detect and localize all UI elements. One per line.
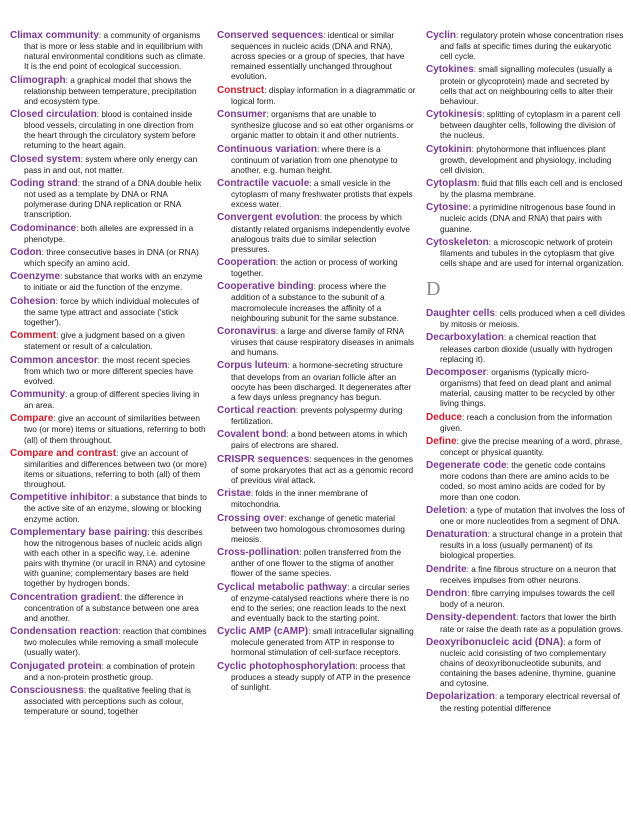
glossary-term: Conserved sequences (217, 30, 324, 41)
glossary-definition: blood is contained inside blood vessels, circulating in one direction from the heart through the circulatory system before returning to the heart again. (24, 109, 196, 151)
glossary-term: Cytokinin (426, 143, 472, 155)
glossary-entry: Concentration gradient: the difference in concentration of a substance between one area and another. (10, 591, 199, 623)
glossary-term: Crossing over (217, 512, 285, 524)
glossary-entry: Consciousness: the qualitative feeling that is associated with perceptions such as colour, temperature or sound, together (10, 684, 191, 717)
glossary-term: Cohesion (10, 295, 56, 307)
glossary-definition: the strand of a DNA double helix not used as a template by DNA or RNA polymerase during DNA replication or RNA transcription. (24, 177, 202, 220)
glossary-entry: Condensation reaction: reaction that combines two molecules while removing a small molecule (usually water). (10, 626, 207, 658)
glossary-entry: Closed system: system where only energy can pass in and out, not matter. (10, 153, 198, 175)
glossary-definition: a combination of protein and a non-protein prosthetic group. (24, 660, 195, 682)
glossary-term: Codon (10, 246, 42, 258)
glossary-definition: splitting of cytoplasm in a parent cell between daughter cells, following the division of the nucleus. (440, 109, 621, 141)
glossary-term: Community (10, 388, 65, 400)
glossary-entry: Cyclin: regulatory protein whose concentration rises and falls at specific times during the eukaryotic cell cycle. (426, 30, 624, 62)
glossary-definition: a large and diverse family of RNA viruses that cause respiratory diseases in animals and humans. (231, 325, 415, 358)
glossary-entry: Decarboxylation: a chemical reaction that releases carbon dioxide (usually with hydrogen replacing it). (426, 332, 613, 364)
glossary-definition: reaction that combines two molecules while removing a small molecule (usually water). (24, 626, 207, 658)
glossary-definition: both alleles are expressed in a phenotype. (24, 222, 194, 244)
glossary-term: Closed circulation (10, 109, 97, 121)
glossary-definition: cells produced when a cell divides by mitosis or meiosis. (440, 308, 625, 330)
glossary-term: Closed system (10, 153, 81, 165)
glossary-term: Cooperation (217, 257, 276, 268)
glossary-entry: Crossing over: exchange of genetic material between two homologous chromosomes during meiosis. (217, 512, 405, 544)
glossary-term: Cyclic photophosphorylation (217, 660, 356, 672)
glossary-term: Cytoplasm (426, 177, 478, 189)
glossary-entry: Daughter cells: cells produced when a cell divides by mitosis or meiosis. (426, 308, 625, 330)
glossary-term: Construct (217, 84, 265, 96)
glossary-entry: Define: give the precise meaning of a word, phrase, concept or physical quantity. (426, 435, 623, 457)
glossary-term: Cyclical metabolic pathway (217, 581, 348, 593)
glossary-term: Climograph (10, 74, 66, 86)
glossary-definition: the genetic code contains more codons than there are amino acids to be coded, so most amino acids are coded for by more than one codon. (440, 460, 610, 502)
glossary-term: Cyclin (426, 30, 457, 41)
glossary-entry: Conserved sequences: identical or similar sequences in nucleic acids (DNA and RNA), across species or a group of species, that have remained essentially unchanged throughout evolution. (217, 30, 405, 82)
glossary-entry: Degenerate code: the genetic code contains more codons than there are amino acids to be coded, so most amino acids are coded for by more than one codon. (426, 460, 610, 502)
glossary-definition: folds in the inner membrane of mitochondria. (231, 488, 368, 510)
glossary-definition: the most recent species from which two or more different species have evolved. (24, 354, 194, 386)
glossary-term: Cytosine (426, 202, 469, 214)
glossary-entry: Deletion: a type of mutation that involves the loss of one or more nucleotides from a segment of DNA. (426, 504, 625, 526)
glossary-term: Degenerate code (426, 460, 507, 472)
glossary-entry: Continuous variation: where there is a continuum of variation from one phenotype to another, e.g. human height. (217, 143, 398, 175)
glossary-entry: Coronavirus: a large and diverse family of RNA viruses that cause respiratory diseases in animals and humans. (217, 325, 415, 358)
glossary-entry: Cyclical metabolic pathway: a circular series of enzyme-catalysed reactions where there is no end to the series; one reaction leads to the next and eventually back to the starting point. (217, 581, 410, 623)
glossary-column-2 (217, 30, 416, 823)
glossary-definition: prevents polyspermy during fertilization. (231, 404, 403, 427)
glossary-definition: give an account of similarities and differences between two (or more) items or situations, referring to both (all) of them throughout. (24, 447, 207, 490)
glossary-entry: Contractile vacuole: a small vesicle in the cytoplasm of many freshwater protists that expels excess water. (217, 177, 413, 210)
glossary-term: Coenzyme (10, 271, 61, 283)
glossary-definition: small signalling molecules (usually a protein or glycoprotein) made and secreted by cells that act on neighbouring cells to alter their behaviour. (440, 64, 613, 106)
glossary-term: Cristae (217, 488, 251, 500)
glossary-definition: process that produces a steady supply of ATP in the presence of sunlight. (231, 660, 411, 692)
glossary-entry: Cytokinin: phytohormone that influences plant growth, development and physiology, including cell division. (426, 143, 612, 175)
glossary-entry: Cytosine: a pyrimidine nitrogenous base found in nucleic acids (DNA and RNA) that pairs with guanine. (426, 202, 616, 234)
glossary-definition: identical or similar sequences in nucleic acids (DNA and RNA), across species or a group of species, that have remained essentially unchanged throughout evolution. (231, 30, 405, 82)
glossary-definition: a community of organisms that is more or less stable and in equilibrium with natural environmental conditions such as climate. It is the end point of ecological succession. (24, 30, 206, 72)
glossary-entry: Coenzyme: substance that works with an enzyme to initiate or aid the function of the enzyme. (10, 271, 203, 293)
glossary-term: Consumer (217, 109, 267, 121)
glossary-term: Cyclic AMP (cAMP) (217, 626, 309, 638)
glossary-entry: Construct: display information in a diagrammatic or logical form. (217, 84, 416, 106)
glossary-entry: Cyclic photophosphorylation: process that produces a steady supply of ATP in the presence of sunlight. (217, 660, 411, 692)
glossary-definition: factors that lower the birth rate or raise the death rate as a population grows. (440, 612, 624, 634)
glossary-entry: Cohesion: force by which individual molecules of the same type attract and associate ('stick together'). (10, 295, 199, 327)
glossary-definition: three consecutive bases in DNA (or RNA) which specify an amino acid. (24, 246, 199, 268)
glossary-entry: Codominance: both alleles are expressed in a phenotype. (10, 222, 194, 244)
glossary-entry: Covalent bond: a bond between atoms in which pairs of electrons are shared. (217, 429, 408, 451)
glossary-term: Common ancestor (10, 354, 98, 366)
glossary-entry: Climograph: a graphical model that shows the relationship between temperature, precipitation and ecosystem type. (10, 74, 197, 106)
glossary-entry: Cytokinesis: splitting of cytoplasm in a parent cell between daughter cells, following the division of the nucleus. (426, 109, 621, 141)
glossary-entry: Compare: give an account of similarities between two (or more) items or situations, referring to both (all) of them throughout. (10, 413, 206, 445)
glossary-definition: a hormone-secreting structure that develops from an ovarian follicle after an oocyte has been discharged. It degenerates after a few days unless pregnancy has begun. (231, 360, 412, 402)
glossary-definition: a microscopic network of protein filaments and tubules in the cytoplasm that give cells shape and are used for internal organization. (440, 236, 624, 268)
glossary-definition: organisms that are unable to synthesize glucose and so eat other organisms or organic matter to obtain it and other nutrients. (231, 109, 414, 141)
glossary-definition: a bond between atoms in which pairs of electrons are shared. (231, 429, 408, 451)
glossary-entry: Decomposer: organisms (typically micro-organisms) that feed on dead plant and animal material, causing matter to be recycled by other living things. (426, 366, 615, 409)
glossary-definition: a substance that binds to the active site of an enzyme, slowing or blocking enzyme action. (24, 492, 207, 524)
glossary-entry: Dendron: fibre carrying impulses towards the cell body of a neuron. (426, 588, 615, 610)
glossary-entry: CRISPR sequences: sequences in the genomes of some prokaryotes that act as a genomic record of previous viral attack. (217, 453, 414, 485)
glossary-definition: small intracellular signalling molecule generated from ATP in response to hormonal stimulation of cell-surface receptors. (231, 626, 414, 658)
glossary-entry: Codon: three consecutive bases in DNA (or RNA) which specify an amino acid. (10, 246, 199, 268)
glossary-definition: the process by which distantly related organisms independently evolve analogous traits due to similar selection pressures. (231, 212, 410, 254)
glossary-definition: a circular series of enzyme-catalysed reactions where there is no end to the series; one reaction leads to the next and eventually back to the starting point. (231, 581, 410, 623)
glossary-definition: a small vesicle in the cytoplasm of many freshwater protists that expels excess water. (231, 177, 413, 210)
glossary-term: Daughter cells (426, 308, 495, 320)
glossary-definition: give an account of similarities between two (or more) items or situations, referring to both (all) of them throughout. (24, 413, 206, 445)
glossary-term: Climax community (10, 30, 99, 41)
glossary-entry: Corpus luteum: a hormone-secreting structure that develops from an ovarian follicle after an oocyte has been discharged. It degenerates after a few days unless pregnancy has begun. (217, 360, 412, 402)
glossary-entry: Comment: give a judgment based on a given statement or result of a calculation. (10, 330, 185, 352)
glossary-definition: organisms (typically micro-organisms) that feed on dead plant and animal material, causing matter to be recycled by other living things. (440, 366, 615, 409)
glossary-term: Cortical reaction (217, 404, 296, 416)
glossary-definition: sequences in the genomes of some prokaryotes that act as a genomic record of previous viral attack. (231, 453, 414, 485)
glossary-entry: Deduce: reach a conclusion from the information given. (426, 411, 613, 433)
glossary-column-3-bottom (426, 308, 625, 713)
glossary-term: Deletion (426, 504, 466, 516)
glossary-definition: the difference in concentration of a substance between one area and another. (24, 591, 199, 623)
glossary-column-1 (10, 30, 207, 823)
glossary-definition: force by which individual molecules of the same type attract and associate ('stick together'). (24, 295, 199, 327)
glossary-entry: Cytoskeleton: a microscopic network of protein filaments and tubules in the cytoplasm that give cells shape and are used for internal organization. (426, 236, 624, 268)
glossary-term: Consciousness (10, 684, 84, 696)
glossary-definition: where there is a continuum of variation from one phenotype to another, e.g. human height. (231, 143, 398, 175)
glossary-term: Conjugated protein (10, 660, 102, 672)
glossary-term: CRISPR sequences (217, 453, 310, 465)
glossary-definition: pollen transferred from the anther of one flower to the stigma of another flower of the same species. (231, 547, 402, 579)
glossary-term: Define (426, 435, 457, 447)
glossary-entry: Cortical reaction: prevents polyspermy during fertilization. (217, 404, 403, 427)
glossary-entry: Cooperation: the action or process of working together. (217, 257, 398, 279)
glossary-term: Condensation reaction (10, 626, 119, 638)
glossary-definition: display information in a diagrammatic or logical form. (231, 84, 416, 106)
glossary-definition: system where only energy can pass in and out, not matter. (24, 153, 198, 175)
glossary-definition: a form of nucleic acid consisting of two complementary chains of deoxyribonucleotide subunits, and containing the bases adenine, thymine, guanine and cytosine. (440, 636, 616, 689)
glossary-column-3-top (426, 30, 625, 268)
glossary-term: Coding strand (10, 177, 78, 189)
glossary-term: Dendrite (426, 563, 467, 575)
glossary-term: Density-dependent (426, 612, 517, 624)
glossary-entry: Deoxyribonucleic acid (DNA): a form of nucleic acid consisting of two complementary chains of deoxyribonucleotide subunits, and containing the bases adenine, thymine, guanine and cytosine. (426, 636, 616, 689)
glossary-definition: a group of different species living in an area. (24, 388, 200, 411)
glossary-term: Cytoskeleton (426, 236, 489, 248)
glossary-entry: Cytoplasm: fluid that fills each cell and is enclosed by the plasma membrane. (426, 177, 623, 200)
glossary-entry: Compare and contrast: give an account of similarities and differences between two (or more) items or situations, referring to both (all) of them throughout. (10, 447, 207, 490)
glossary-term: Contractile vacuole (217, 177, 310, 189)
glossary-term: Decomposer (426, 366, 487, 378)
glossary-term: Concentration gradient (10, 591, 121, 603)
glossary-definition: the qualitative feeling that is associated with perceptions such as colour, temperature or sound, together (24, 684, 191, 717)
glossary-definition: a temporary electrical reversal of the resting potential difference (440, 691, 620, 713)
glossary-term: Competitive inhibitor (10, 492, 110, 504)
glossary-column-3 (426, 30, 625, 823)
glossary-entry: Cross-pollination: pollen transferred from the anther of one flower to the stigma of another flower of the same species. (217, 547, 402, 579)
glossary-definition: exchange of genetic material between two homologous chromosomes during meiosis. (231, 512, 405, 544)
glossary-definition: a type of mutation that involves the loss of one or more nucleotides from a segment of DNA. (440, 504, 625, 526)
glossary-definition: a pyrimidine nitrogenous base found in nucleic acids (DNA and RNA) that pairs with guanine. (440, 202, 616, 234)
glossary-definition: give a judgment based on a given statement or result of a calculation. (24, 330, 185, 352)
glossary-term: Denaturation (426, 529, 488, 541)
glossary-entry: Consumer: organisms that are unable to synthesize glucose and so eat other organisms or organic matter to obtain it and other nutrients. (217, 109, 414, 141)
glossary-entry: Convergent evolution: the process by which distantly related organisms independently evolve analogous traits due to similar selection pressures. (217, 212, 410, 254)
glossary-term: Continuous variation (217, 143, 317, 155)
glossary-term: Compare and contrast (10, 447, 117, 459)
glossary-entry: Cooperative binding: process where the addition of a substance to the subunit of a macromolecule increases the affinity of a neighbouring subunit for the same substance. (217, 281, 399, 323)
glossary-definition: a chemical reaction that releases carbon dioxide (usually with hydrogen replacing it). (440, 332, 613, 364)
glossary-term: Decarboxylation (426, 332, 504, 344)
glossary-term: Complementary base pairing (10, 526, 148, 538)
glossary-entry: Community: a group of different species living in an area. (10, 388, 200, 411)
glossary-term: Deduce (426, 411, 463, 423)
glossary-term: Dendron (426, 588, 468, 600)
glossary-definition: regulatory protein whose concentration rises and falls at specific times during the eukaryotic cell cycle. (440, 30, 624, 62)
glossary-entry: Complementary base pairing: this describes how the nitrogenous bases of nucleic acids align with each other in a specific way, i.e. adenine pairs with thymine (or uracil in RNA) and cytosine with guanine; complementary bases are held together by hydrogen bonds. (10, 526, 206, 589)
glossary-definition: reach a conclusion from the information given. (440, 411, 613, 433)
glossary-term: Corpus luteum (217, 360, 288, 372)
glossary-term: Cytokines (426, 64, 474, 76)
glossary-term: Cross-pollination (217, 547, 300, 559)
glossary-term: Cytokinesis (426, 109, 483, 121)
glossary-entry: Climax community: a community of organisms that is more or less stable and in equilibrium with natural environmental conditions such as climate. It is the end point of ecological succession. (10, 30, 206, 72)
glossary-definition: a graphical model that shows the relationship between temperature, precipitation and ecosystem type. (24, 74, 197, 106)
glossary-definition: a fine fibrous structure on a neuron that receives impulses from other neurons. (440, 563, 617, 585)
glossary-term: Comment (10, 330, 57, 342)
glossary-entry: Conjugated protein: a combination of protein and a non-protein prosthetic group. (10, 660, 195, 682)
glossary-term: Codominance (10, 222, 77, 234)
glossary-entry: Depolarization: a temporary electrical reversal of the resting potential difference (426, 691, 620, 713)
glossary-definition: fluid that fills each cell and is enclosed by the plasma membrane. (440, 177, 623, 200)
glossary-term: Covalent bond (217, 429, 287, 441)
glossary-entry: Common ancestor: the most recent species from which two or more different species have evolved. (10, 354, 194, 386)
glossary-entry: Denaturation: a structural change in a protein that results in a loss (usually permanent) of its biological properties. (426, 529, 623, 561)
glossary-definition: the action or process of working together. (231, 257, 398, 279)
glossary-definition: give the precise meaning of a word, phrase, concept or physical quantity. (440, 435, 623, 457)
glossary-entry: Competitive inhibitor: a substance that binds to the active site of an enzyme, slowing or blocking enzyme action. (10, 492, 207, 524)
glossary-term: Deoxyribonucleic acid (DNA) (426, 636, 564, 648)
glossary-definition: process where the addition of a substance to the subunit of a macromolecule increases the affinity of a neighbouring subunit for the same substance. (231, 281, 399, 323)
glossary-entry: Density-dependent: factors that lower the birth rate or raise the death rate as a population grows. (426, 612, 624, 634)
glossary-entry: Cyclic AMP (cAMP): small intracellular signalling molecule generated from ATP in response to hormonal stimulation of cell-surface receptors. (217, 626, 414, 658)
glossary-term: Cooperative binding (217, 281, 314, 293)
section-letter-d: D (426, 278, 441, 301)
glossary-entry: Cristae: folds in the inner membrane of mitochondria. (217, 488, 368, 510)
glossary-entry: Dendrite: a fine fibrous structure on a neuron that receives impulses from other neurons. (426, 563, 617, 585)
glossary-term: Compare (10, 413, 54, 425)
glossary-term: Convergent evolution (217, 212, 320, 224)
glossary-entry: Cytokines: small signalling molecules (usually a protein or glycoprotein) made and secreted by cells that act on neighbouring cells to alter their behaviour. (426, 64, 613, 106)
glossary-entry: Closed circulation: blood is contained inside blood vessels, circulating in one direction from the heart through the circulatory system before returning to the heart again. (10, 109, 196, 151)
glossary-definition: this describes how the nitrogenous bases of nucleic acids align with each other in a specific way, i.e. adenine pairs with thymine (or uracil in RNA) and cytosine with guanine; complementary bases are held together by hydrogen bonds. (24, 526, 206, 589)
glossary-term: Coronavirus (217, 325, 276, 337)
glossary-term: Depolarization (426, 691, 495, 703)
glossary-definition: phytohormone that influences plant growth, development and physiology, including cell division. (440, 143, 612, 175)
glossary-entry: Coding strand: the strand of a DNA double helix not used as a template by DNA or RNA polymerase during DNA replication or RNA transcription. (10, 177, 202, 220)
glossary-definition: fibre carrying impulses towards the cell body of a neuron. (440, 588, 615, 610)
glossary-definition: substance that works with an enzyme to initiate or aid the function of the enzyme. (24, 271, 203, 293)
glossary-definition: a structural change in a protein that results in a loss (usually permanent) of its biological properties. (440, 529, 623, 561)
